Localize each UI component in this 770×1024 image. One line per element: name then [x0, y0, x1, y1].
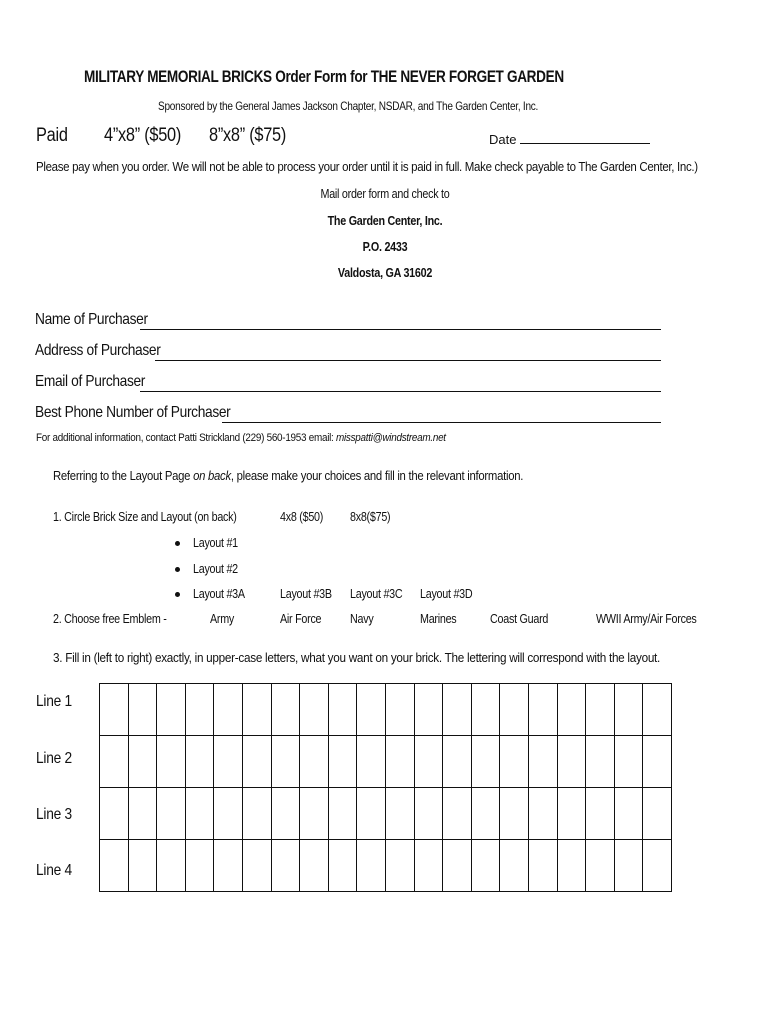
letter-cell[interactable] — [443, 840, 472, 892]
line-3-label: Line 3 — [36, 806, 72, 823]
letter-cell[interactable] — [242, 840, 271, 892]
instructions-italic: on back — [193, 469, 231, 483]
line-2-label: Line 2 — [36, 750, 72, 767]
bullet-icon — [175, 592, 180, 597]
letter-cell[interactable] — [643, 840, 672, 892]
letter-cell[interactable] — [357, 788, 386, 840]
letter-cell[interactable] — [271, 684, 300, 736]
emblem-air-force[interactable]: Air Force — [280, 612, 322, 626]
letter-cell[interactable] — [214, 736, 243, 788]
letter-cell[interactable] — [300, 788, 329, 840]
letter-cell[interactable] — [414, 736, 443, 788]
letter-cell[interactable] — [328, 684, 357, 736]
emblem-marines[interactable]: Marines — [420, 612, 457, 626]
letter-cell[interactable] — [614, 736, 643, 788]
letter-cell[interactable] — [242, 736, 271, 788]
emblem-navy[interactable]: Navy — [350, 612, 374, 626]
letter-cell[interactable] — [328, 840, 357, 892]
letter-cell[interactable] — [557, 788, 586, 840]
letter-cell[interactable] — [128, 788, 157, 840]
lettering-grid — [99, 683, 672, 892]
purchaser-email-field[interactable] — [140, 391, 661, 392]
contact-email[interactable]: misspatti@windstream.net — [336, 432, 446, 444]
letter-cell[interactable] — [328, 788, 357, 840]
letter-cell[interactable] — [214, 684, 243, 736]
letter-cell[interactable] — [557, 736, 586, 788]
letter-cell[interactable] — [128, 684, 157, 736]
line-4-label: Line 4 — [36, 862, 72, 879]
letter-cell[interactable] — [157, 840, 186, 892]
letter-cell[interactable] — [214, 840, 243, 892]
form-title: MILITARY MEMORIAL BRICKS Order Form for THE NEVER FORGET GARDEN — [84, 67, 565, 86]
letter-cell[interactable] — [185, 684, 214, 736]
letter-cell[interactable] — [586, 736, 615, 788]
sponsor-line: Sponsored by the General James Jackson Chapter, NSDAR, and The Garden Center, Inc. — [157, 99, 539, 113]
letter-cell[interactable] — [157, 684, 186, 736]
contact-text: For additional information, contact Patti Strickland (229) 560-1953 email: — [36, 432, 337, 444]
letter-cell[interactable] — [471, 684, 500, 736]
purchaser-name-field[interactable] — [140, 329, 661, 330]
letter-cell[interactable] — [100, 736, 129, 788]
letter-cell[interactable] — [414, 684, 443, 736]
letter-cell[interactable] — [385, 788, 414, 840]
letter-cell[interactable] — [357, 840, 386, 892]
letter-cell[interactable] — [214, 788, 243, 840]
letter-cell[interactable] — [500, 840, 529, 892]
letter-cell[interactable] — [357, 684, 386, 736]
letter-cell[interactable] — [557, 840, 586, 892]
letter-cell[interactable] — [385, 840, 414, 892]
date-label: Date — [489, 132, 517, 147]
layout-instructions — [53, 469, 572, 483]
letter-cell[interactable] — [528, 736, 557, 788]
letter-cell[interactable] — [100, 788, 129, 840]
emblem-coast-guard[interactable]: Coast Guard — [490, 612, 549, 626]
letter-cell[interactable] — [528, 788, 557, 840]
letter-cell[interactable] — [414, 840, 443, 892]
letter-cell[interactable] — [100, 840, 129, 892]
grid-row-line-1 — [100, 684, 672, 736]
instructions-pre: Referring to the Layout Page — [53, 469, 194, 483]
letter-cell[interactable] — [242, 684, 271, 736]
step1-label: 1. Circle Brick Size and Layout (on back) — [53, 510, 237, 524]
letter-cell[interactable] — [242, 788, 271, 840]
mail-intro: Mail order form and check to — [320, 187, 450, 201]
date-field[interactable] — [489, 131, 650, 147]
letter-cell[interactable] — [157, 736, 186, 788]
bullet-icon — [175, 541, 180, 546]
layout-option-3a[interactable]: Layout #3A — [193, 587, 245, 601]
letter-cell[interactable] — [528, 684, 557, 736]
letter-cell[interactable] — [500, 788, 529, 840]
letter-cell[interactable] — [586, 788, 615, 840]
contact-info — [36, 432, 491, 444]
letter-cell[interactable] — [557, 684, 586, 736]
layout-option-3d[interactable]: Layout #3D — [420, 587, 473, 601]
letter-cell[interactable] — [128, 840, 157, 892]
size-option-4x8[interactable]: 4”x8” ($50) — [104, 125, 182, 146]
letter-cell[interactable] — [300, 736, 329, 788]
letter-cell[interactable] — [443, 736, 472, 788]
layout-option-3c[interactable]: Layout #3C — [350, 587, 403, 601]
layout-option-3b[interactable]: Layout #3B — [280, 587, 332, 601]
letter-cell[interactable] — [357, 736, 386, 788]
step2-label: 2. Choose free Emblem - — [53, 612, 167, 626]
date-blank[interactable] — [520, 131, 650, 144]
letter-cell[interactable] — [385, 684, 414, 736]
letter-cell[interactable] — [185, 788, 214, 840]
letter-cell[interactable] — [328, 736, 357, 788]
letter-cell[interactable] — [157, 788, 186, 840]
layout-option-1[interactable]: Layout #1 — [193, 536, 238, 550]
mail-recipient: The Garden Center, Inc. — [327, 214, 443, 228]
letter-cell[interactable] — [643, 788, 672, 840]
grid-row-line-4 — [100, 840, 672, 892]
line-1-label: Line 1 — [36, 693, 72, 710]
letter-cell[interactable] — [300, 684, 329, 736]
letter-cell[interactable] — [414, 788, 443, 840]
mail-city: Valdosta, GA 31602 — [337, 266, 433, 280]
mail-po-box: P.O. 2433 — [362, 240, 408, 254]
letter-cell[interactable] — [586, 684, 615, 736]
letter-cell[interactable] — [128, 736, 157, 788]
letter-cell[interactable] — [443, 788, 472, 840]
letter-cell[interactable] — [614, 684, 643, 736]
emblem-army[interactable]: Army — [210, 612, 235, 626]
purchaser-phone-label: Best Phone Number of Purchaser — [35, 404, 231, 421]
letter-cell[interactable] — [271, 840, 300, 892]
letter-cell[interactable] — [443, 684, 472, 736]
grid-row-line-2 — [100, 736, 672, 788]
letter-cell[interactable] — [471, 788, 500, 840]
letter-cell[interactable] — [586, 840, 615, 892]
purchaser-phone-field[interactable] — [222, 422, 661, 423]
letter-cell[interactable] — [614, 788, 643, 840]
step1-size-4x8[interactable]: 4x8 ($50) — [280, 510, 324, 524]
letter-cell[interactable] — [643, 684, 672, 736]
letter-cell[interactable] — [528, 840, 557, 892]
letter-cell[interactable] — [614, 840, 643, 892]
payment-note: Please pay when you order. We will not be able to process your order until it is paid in full. Make check payable to The Garden Center, Inc.) — [36, 160, 698, 174]
step1-size-8x8[interactable]: 8x8($75) — [350, 510, 391, 524]
emblem-wwii-army-air-forces[interactable]: WWII Army/Air Forces — [596, 612, 697, 626]
letter-cell[interactable] — [185, 840, 214, 892]
letter-cell[interactable] — [500, 684, 529, 736]
paid-label: Paid — [36, 125, 68, 146]
purchaser-name-label: Name of Purchaser — [35, 311, 148, 328]
letter-cell[interactable] — [500, 736, 529, 788]
purchaser-address-label: Address of Purchaser — [35, 342, 161, 359]
grid-row-line-3 — [100, 788, 672, 840]
letter-cell[interactable] — [385, 736, 414, 788]
layout-option-2[interactable]: Layout #2 — [193, 562, 238, 576]
purchaser-email-label: Email of Purchaser — [35, 373, 146, 390]
letter-cell[interactable] — [185, 736, 214, 788]
letter-cell[interactable] — [471, 736, 500, 788]
size-option-8x8[interactable]: 8”x8” ($75) — [209, 125, 287, 146]
purchaser-address-field[interactable] — [155, 360, 661, 361]
letter-cell[interactable] — [643, 736, 672, 788]
instructions-post: , please make your choices and fill in the relevant information. — [230, 469, 524, 483]
letter-cell[interactable] — [271, 736, 300, 788]
letter-cell[interactable] — [471, 840, 500, 892]
bullet-icon — [175, 567, 180, 572]
letter-cell[interactable] — [100, 684, 129, 736]
letter-cell[interactable] — [271, 788, 300, 840]
step3-label: 3. Fill in (left to right) exactly, in upper-case letters, what you want on your brick. The lettering will correspond with the layout. — [53, 651, 661, 665]
letter-cell[interactable] — [300, 840, 329, 892]
